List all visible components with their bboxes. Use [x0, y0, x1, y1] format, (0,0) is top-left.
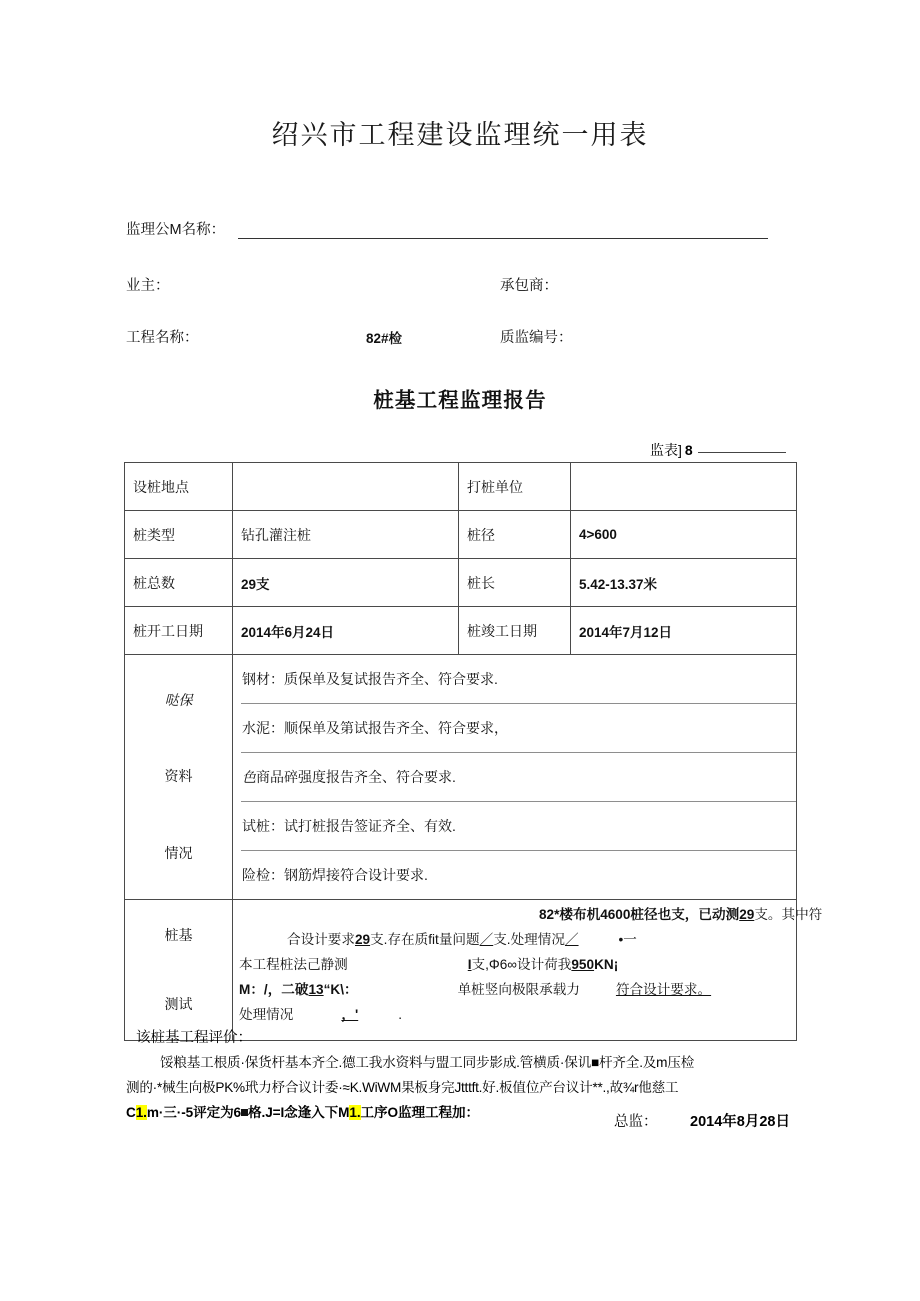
quality-materials-label [125, 655, 233, 900]
cell-value-pile-location[interactable] [233, 463, 459, 511]
form-number-label: 监表] [650, 442, 682, 458]
pile-test-label-line-1: 桩基 [164, 926, 193, 943]
report-title: 桩基工程监理报告 [373, 389, 547, 412]
evaluation-line-1: 馁粮基工根质·保货杆基本齐仝.德工我水资料与盟工同步影成.管横质·保讥■杆齐全.及m压检 [160, 1055, 695, 1070]
pile-test-line3-b: 支,Φ6∞设计荷我 [471, 957, 572, 972]
pile-test-line2-a: 合设计要求 [287, 932, 355, 947]
pile-test-line5-label: 处理情况 [239, 1007, 294, 1022]
chief-supervisor-label: 总监： [614, 1114, 658, 1130]
cell-label-piling-unit: 打桩单位 [459, 463, 571, 511]
quality-label-line-1: 哒保 [164, 691, 193, 708]
quality-item-test-pile[interactable]: 试桩：试打桩报告签证齐全、有效. [241, 802, 796, 851]
evaluation-line3-highlight-1: 1. [135, 1105, 147, 1120]
project-name-value: 82#检 [366, 331, 403, 346]
pile-test-line2-b: 支.存在质fit量问题 [370, 932, 480, 947]
cell-value-pile-total[interactable]: 29支 [233, 559, 459, 607]
quality-materials-items [233, 655, 797, 900]
pile-test-line2-d: •一 [618, 932, 637, 947]
pile-test-line3-load[interactable]: 950 [571, 957, 595, 972]
pile-test-row [125, 900, 797, 1041]
cell-label-pile-location: 设桩地点 [125, 463, 233, 511]
cell-value-finish-date[interactable]: 2014年7月12日 [571, 607, 797, 655]
pile-test-line-2: 合设计要求29支.存在质fit量问题／支.处理情况／ •一 [287, 932, 637, 947]
form-number-value: 8 [684, 442, 693, 458]
pile-test-line4-num[interactable]: 13 [308, 982, 324, 997]
table-row [125, 607, 797, 655]
pile-report-table [124, 462, 823, 1041]
supervision-company-blank[interactable] [238, 238, 768, 239]
cell-value-start-date[interactable]: 2014年6月24日 [233, 607, 459, 655]
table-row [125, 511, 797, 559]
quality-item-weld-inspection[interactable]: 险检：钢筋焊接符合设计要求. [242, 867, 428, 883]
pile-test-line1-a: 82*楼布机4600桩径也支，已动测 [539, 907, 740, 922]
cell-value-pile-diameter[interactable]: 4>600 [571, 511, 797, 559]
pile-test-line4-conclusion: 符合设计要求。 [615, 982, 712, 997]
pile-test-line4-b: “K\： [323, 982, 358, 997]
pile-test-line3-a: 本工程桩法己静测 [239, 957, 348, 972]
pile-test-line5-mark[interactable]: ，' [341, 1007, 359, 1022]
cell-value-pile-length[interactable]: 5.42-13.37米 [571, 559, 797, 607]
pile-test-content [233, 900, 823, 1041]
pile-test-label-line-2: 测试 [164, 995, 193, 1012]
evaluation-heading: 该桩基工程评价： [136, 1030, 252, 1046]
cell-label-pile-length: 桩长 [459, 559, 571, 607]
form-number-blank[interactable] [698, 452, 786, 453]
supervision-company-label: 监理公M名称： [126, 222, 226, 238]
quality-label-line-2: 资料 [164, 768, 193, 785]
pile-test-line1-b: 支。其中符 [754, 907, 823, 922]
pile-test-line2-count[interactable]: 29 [354, 932, 371, 947]
filled-square-glyph [241, 1109, 248, 1116]
table-row [125, 463, 797, 511]
evaluation-line3-c: 格.J=I念逢入下M [248, 1105, 350, 1120]
evaluation-line3-a: C [126, 1105, 136, 1120]
evaluation-line3-highlight-2: 1. [349, 1105, 361, 1120]
pile-test-line5-dot: . [398, 1007, 402, 1022]
cell-label-finish-date: 桩竣工日期 [459, 607, 571, 655]
pile-test-line4-c: 单桩竖向极限承载力 [457, 982, 580, 997]
pile-test-line-1 [239, 902, 823, 927]
cell-value-piling-unit[interactable] [571, 463, 797, 511]
pile-test-line1-count[interactable]: 29 [739, 907, 755, 922]
owner-label: 业主： [126, 278, 170, 294]
cell-label-pile-type: 桩类型 [125, 511, 233, 559]
pile-test-line-4 [239, 977, 790, 1002]
evaluation-line-2: 测的·*械生向极PK%玳力杼合议计委·≈K.WiWM果板身完Jtttft.好.板值位产台议计**.,故¾r他慈工 [126, 1080, 679, 1095]
quality-item-concrete[interactable]: 色商品碎强度报告齐全、符合要求. [241, 753, 796, 802]
pile-test-line3-c: KN¡ [594, 957, 619, 972]
evaluation-line3-d: 工序O监理工程加： [360, 1105, 479, 1120]
cell-label-pile-diameter: 桩径 [459, 511, 571, 559]
quality-label-line-3: 情况 [164, 844, 193, 861]
project-name-label: 工程名称： [126, 330, 199, 346]
quality-item-cement[interactable]: 水泥：顺保单及第试报告齐全、符合要求， [241, 704, 796, 753]
cell-value-pile-type[interactable]: 钻孔灌注桩 [233, 511, 459, 559]
pile-test-line4-a: M：/，二破 [239, 982, 309, 997]
form-number [650, 440, 786, 460]
evaluation-line3-b: m·三·-5评定为6 [146, 1105, 242, 1120]
signature-date: 2014年8月28日 [690, 1114, 790, 1130]
quality-materials-row [125, 655, 797, 900]
cell-label-pile-total: 桩总数 [125, 559, 233, 607]
cell-label-start-date: 桩开工日期 [125, 607, 233, 655]
contractor-label: 承包商： [500, 278, 558, 294]
pile-test-label [125, 900, 233, 1041]
table-row [125, 559, 797, 607]
pile-test-line-3: 本工程桩法己静测 I支,Φ6∞设计荷我950KN¡ [239, 957, 619, 972]
quality-item-steel[interactable]: 钢材：质保单及复试报告齐全、符合要求. [241, 655, 796, 704]
page-title: 绍兴市工程建设监理统一用表 [271, 120, 649, 151]
pile-test-line-5 [239, 1002, 790, 1027]
pile-test-line2-c: 支.处理情况 [493, 932, 565, 947]
quality-supervision-no-label: 质监编号： [500, 330, 573, 346]
